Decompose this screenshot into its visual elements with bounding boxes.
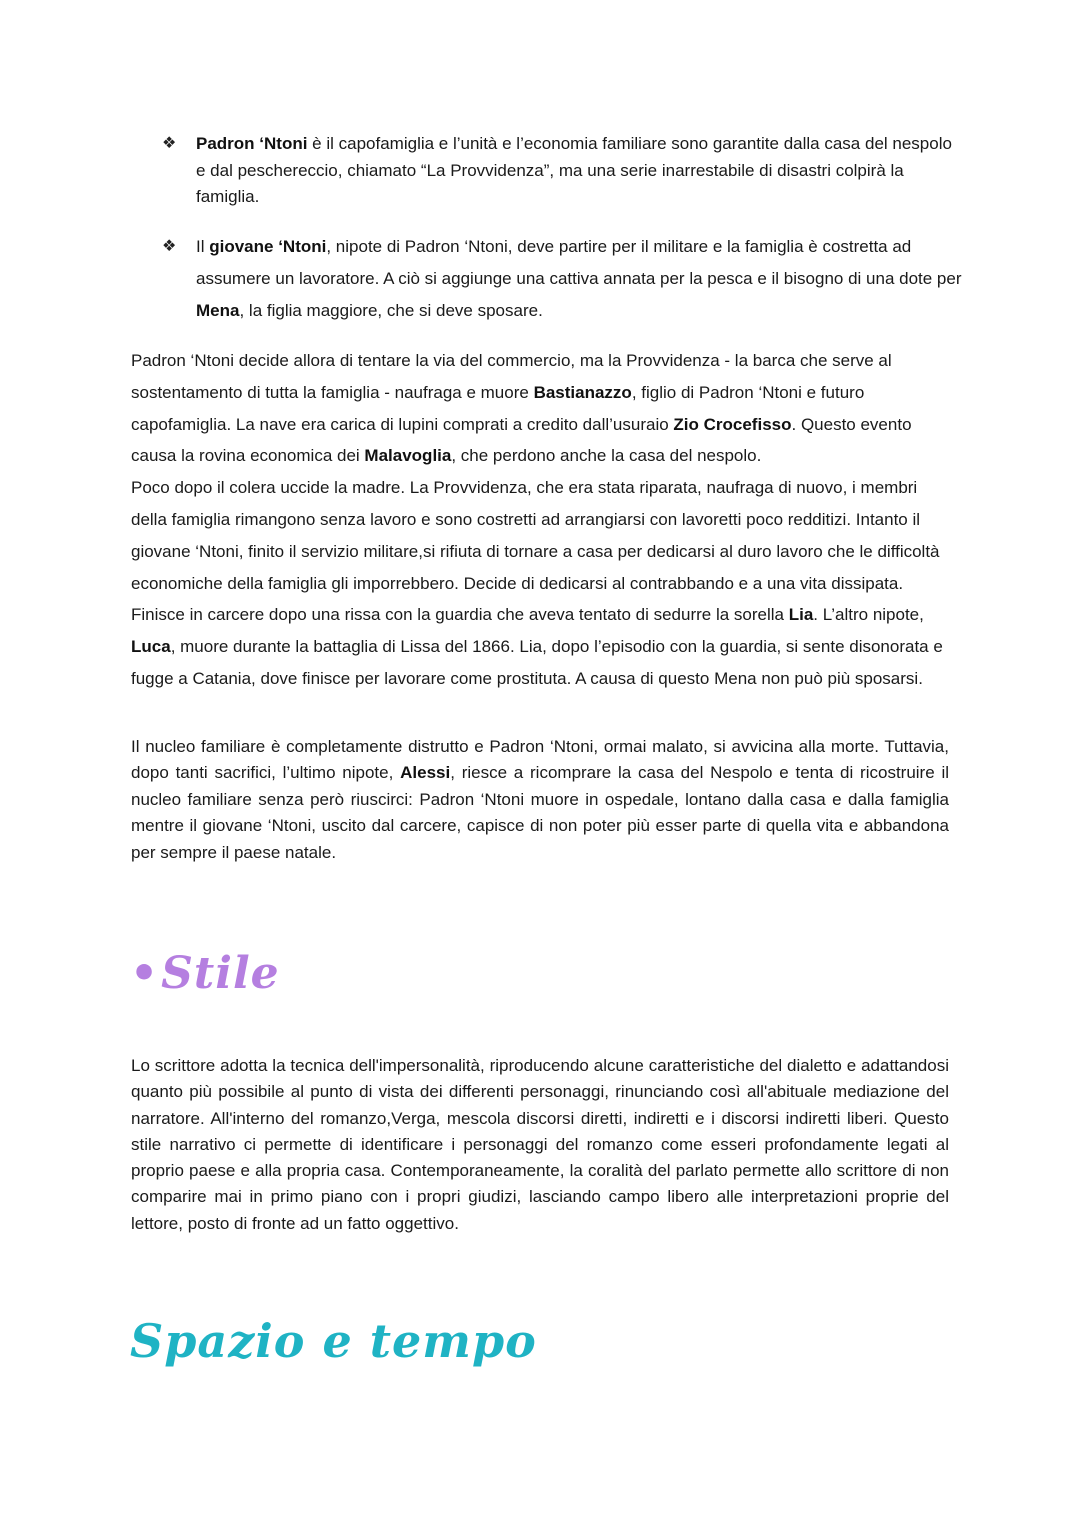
- bold-name: Zio Crocefisso: [673, 414, 792, 434]
- section-heading-spazio-e-tempo: Spazio e tempo: [130, 1314, 537, 1368]
- bullet-text: Padron ‘Ntoni è il capofamiglia e l’unità e l’economia familiare sono garantite dalla casa del nespolo e dal peschereccio, chiamato “La Provvidenza”, ma una serie inarrestabile di disastri colpirà la famiglia.: [196, 134, 952, 206]
- bold-name: Bastianazzo: [533, 382, 632, 402]
- bold-name: Alessi: [400, 763, 451, 783]
- bold-name: Malavoglia: [364, 446, 452, 466]
- section-heading-stile: [130, 948, 280, 999]
- diamond-bullet-icon: ❖: [162, 238, 177, 255]
- bold-name: Luca: [131, 637, 171, 657]
- heading-stile-text: Stile: [161, 948, 280, 999]
- style-paragraph: Lo scrittore adotta la tecnica dell'impersonalità, riproducendo alcune caratteristiche del dialetto e adattandosi quanto più possibile al punto di vista dei differenti personaggi, rinunciando così all'abituale mediazione del narratore. All'interno del romanzo,Verga, mescola discorsi diretti, indiretti e i discorsi indiretti liberi. Questo stile narrativo ci permette di identificare i personaggi del romanzo come esseri profondamente legati al proprio paese e alla propria casa. Contemporaneamente, la coralità del parlato permette allo scrittore di non comparire mai in primo piano con i propri giudizi, lasciando campo libero alle interpretazioni proprie del lettore, posto di fronte ad un fatto oggettivo.: [131, 1056, 949, 1233]
- bold-name: Mena: [196, 301, 240, 320]
- bold-name: giovane ‘Ntoni: [209, 237, 327, 256]
- bullet-item-giovane-ntoni: [162, 231, 962, 327]
- bold-name: Lia: [788, 605, 814, 625]
- diamond-bullet-icon: ❖: [162, 135, 177, 152]
- plot-paragraph: Padron ‘Ntoni decide allora di tentare la via del commercio, ma la Provvidenza - la barca che serve al sostentamento di tutta la famiglia - naufraga e muore Bastianazzo, figlio di Padron ‘Ntoni e futuro capofamiglia. La nave era carica di lupini comprati a credito dall’usuraio Zio Crocefisso. Questo evento causa la rovina economica dei Malavoglia, che perdono anche la casa del nespolo. Poco dopo il colera uccide la madre. La Provvidenza, che era stata riparata, naufraga di nuovo, i membri della famiglia rimangono senza lavoro e sono costretti ad arrangiarsi con lavoretti poco redditizi. Intanto il giovane ‘Ntoni, finito il servizio militare,si rifiuta di tornare a casa per dedicarsi al duro lavoro che le difficoltà economiche della famiglia gli imporrebbero. Decide di dedicarsi al contrabbando e a una vita dissipata. Finisce in carcere dopo una rissa con la guardia che aveva tentato di sedurre la sorella Lia. L’altro nipote, Luca, muore durante la battaglia di Lissa del 1866. Lia, dopo l’episodio con la guardia, si sente disonorata e fugge a Catania, dove finisce per lavorare come prostituta. A causa di questo Mena non può più sposarsi.: [131, 351, 943, 688]
- bullet-item-padron-ntoni: [162, 131, 962, 211]
- ending-paragraph: Il nucleo familiare è completamente distrutto e Padron ‘Ntoni, ormai malato, si avvicina alla morte. Tuttavia, dopo tanti sacrifici, l’ultimo nipote, Alessi, riesce a ricomprare la casa del Nespolo e tenta di ricostruire il nucleo familiare senza però riuscirci: Padron ‘Ntoni muore in ospedale, lontano dalla casa e dalla famiglia mentre il giovane ‘Ntoni, uscito dal carcere, capisce di non poter più esser parte di quella vita e abbandona per sempre il paese natale.: [131, 737, 949, 862]
- bullet-text: Il giovane ‘Ntoni, nipote di Padron ‘Ntoni, deve partire per il militare e la famiglia è costretta ad assumere un lavoratore. A ciò si aggiunge una cattiva annata per la pesca e il bisogno di una dote per Mena, la figlia maggiore, che si deve sposare.: [196, 237, 962, 320]
- bold-name: Padron ‘Ntoni: [196, 134, 308, 153]
- heading-bullet-dot: •: [130, 948, 160, 999]
